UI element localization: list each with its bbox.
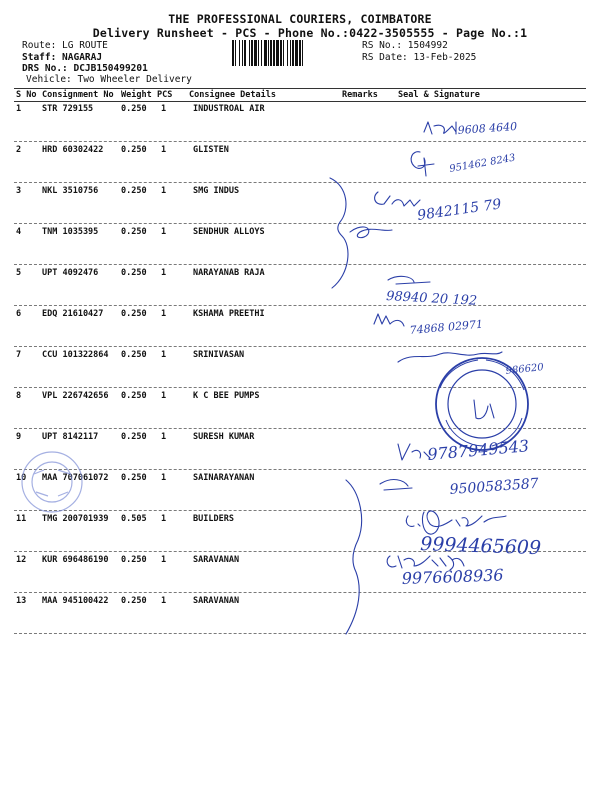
row-consignee: BUILDERS: [193, 514, 234, 524]
handwritten-phone-9: 9787949543: [426, 436, 530, 464]
row-pcs: 1: [161, 268, 167, 278]
row-pcs: 1: [161, 555, 167, 565]
row-consignment: UPT 4092476: [42, 268, 99, 278]
row-consignee: KSHAMA PREETHI: [193, 309, 265, 319]
row-sno: 9: [16, 432, 22, 442]
row-weight: 0.250: [121, 227, 147, 237]
row-consignment: TNM 1035395: [42, 227, 99, 237]
row-weight: 0.250: [121, 145, 147, 155]
table-row: [14, 265, 586, 306]
row-consignee: SRINIVASAN: [193, 350, 245, 360]
col-seal: Seal & Signature: [398, 90, 480, 100]
row-consignee: SARAVANAN: [193, 596, 240, 606]
row-sno: 1: [16, 104, 22, 114]
table-row: [14, 511, 586, 552]
handwritten-phone-12: 9976608936: [401, 565, 504, 588]
row-weight: 0.505: [121, 514, 147, 524]
row-weight: 0.250: [121, 350, 147, 360]
table-row: [14, 101, 586, 142]
col-remarks: Remarks: [342, 90, 378, 100]
row-weight: 0.250: [121, 596, 147, 606]
row-pcs: 1: [161, 391, 167, 401]
row-pcs: 1: [161, 350, 167, 360]
row-consignment: KUR 696486190: [42, 555, 109, 565]
handwritten-phone-3: 9842115 79: [416, 196, 503, 224]
row-consignee: NARAYANAB RAJA: [193, 268, 265, 278]
handwritten-phone-11: 9994465609: [419, 533, 542, 560]
handwritten-phone-2: 951462 8243: [448, 152, 517, 175]
row-pcs: 1: [161, 514, 167, 524]
table-row: [14, 306, 586, 347]
row-consignment: MAA 945100422: [42, 596, 109, 606]
col-consignee: Consignee Details: [189, 90, 276, 100]
col-pcs: PCS: [157, 90, 173, 100]
row-consignment: UPT 8142117: [42, 432, 99, 442]
row-weight: 0.250: [121, 473, 147, 483]
table-row: [14, 224, 586, 265]
table-row: [14, 552, 586, 593]
rs-date: RS Date: 13-Feb-2025: [362, 52, 477, 63]
col-weight: Weight: [121, 90, 152, 100]
row-consignment: STR 729155: [42, 104, 94, 114]
row-consignee: K C BEE PUMPS: [193, 391, 260, 401]
table-row: [14, 470, 586, 511]
row-sno: 2: [16, 145, 22, 155]
runsheet-subtitle: Delivery Runsheet - PCS - Phone No.:0422-3505555 - Page No.:1: [92, 26, 528, 40]
row-pcs: 1: [161, 104, 167, 114]
row-consignment: CCU 101322864: [42, 350, 109, 360]
row-consignee: SAINARAYANAN: [193, 473, 255, 483]
row-consignee: INDUSTROAL AIR: [193, 104, 265, 114]
col-consignment: Consignment No: [42, 90, 114, 100]
row-sno: 7: [16, 350, 22, 360]
table-row: [14, 388, 586, 429]
row-weight: 0.250: [121, 268, 147, 278]
row-sno: 13: [16, 596, 27, 606]
handwritten-phone-7: 986620: [505, 362, 545, 377]
row-consignee: GLISTEN: [193, 145, 229, 155]
handwritten-phone-5: 98940 20 192: [385, 289, 478, 309]
row-pcs: 1: [161, 186, 167, 196]
row-pcs: 1: [161, 309, 167, 319]
table-header: [14, 88, 586, 102]
row-sno: 4: [16, 227, 22, 237]
row-pcs: 1: [161, 145, 167, 155]
company-title: THE PROFESSIONAL COURIERS, COIMBATORE: [168, 12, 432, 26]
table-row: [14, 429, 586, 470]
row-weight: 0.250: [121, 186, 147, 196]
row-weight: 0.250: [121, 104, 147, 114]
row-consignment: HRD 60302422: [42, 145, 104, 155]
row-weight: 0.250: [121, 391, 147, 401]
row-weight: 0.250: [121, 309, 147, 319]
barcode-image: [232, 40, 354, 66]
table-row: [14, 183, 586, 224]
row-divider: [14, 633, 586, 634]
table-row: [14, 593, 586, 634]
rs-number: RS No.: 1504992: [362, 40, 448, 51]
drs-label: DRS No.: DCJB150499201: [22, 63, 148, 74]
handwritten-phone-10: 9500583587: [449, 475, 540, 498]
staff-label: Staff: NAGARAJ: [22, 52, 103, 63]
row-consignment: TMG 200701939: [42, 514, 109, 524]
table-row: [14, 347, 586, 388]
route-label: Route: LG ROUTE: [22, 40, 108, 51]
handwritten-phone-1: 9608 4640: [457, 119, 518, 137]
row-consignment: VPL 226742656: [42, 391, 109, 401]
table-row: [14, 142, 586, 183]
row-consignment: NKL 3510756: [42, 186, 99, 196]
row-sno: 12: [16, 555, 27, 565]
row-consignee: SURESH KUMAR: [193, 432, 255, 442]
row-sno: 3: [16, 186, 22, 196]
row-weight: 0.250: [121, 555, 147, 565]
row-pcs: 1: [161, 432, 167, 442]
handwritten-phone-6: 74868 02971: [409, 317, 484, 337]
row-consignee: SARAVANAN: [193, 555, 240, 565]
row-sno: 11: [16, 514, 27, 524]
row-sno: 8: [16, 391, 22, 401]
row-consignment: EDQ 21610427: [42, 309, 104, 319]
row-sno: 10: [16, 473, 27, 483]
row-consignee: SENDHUR ALLOYS: [193, 227, 265, 237]
vehicle-label: Vehicle: Two Wheeler Delivery: [26, 74, 192, 85]
row-pcs: 1: [161, 473, 167, 483]
col-sno: S No: [16, 90, 37, 100]
row-sno: 6: [16, 309, 22, 319]
row-consignee: SMG INDUS: [193, 186, 240, 196]
row-weight: 0.250: [121, 432, 147, 442]
row-pcs: 1: [161, 227, 167, 237]
row-consignment: MAA 707061072: [42, 473, 109, 483]
row-pcs: 1: [161, 596, 167, 606]
row-sno: 5: [16, 268, 22, 278]
